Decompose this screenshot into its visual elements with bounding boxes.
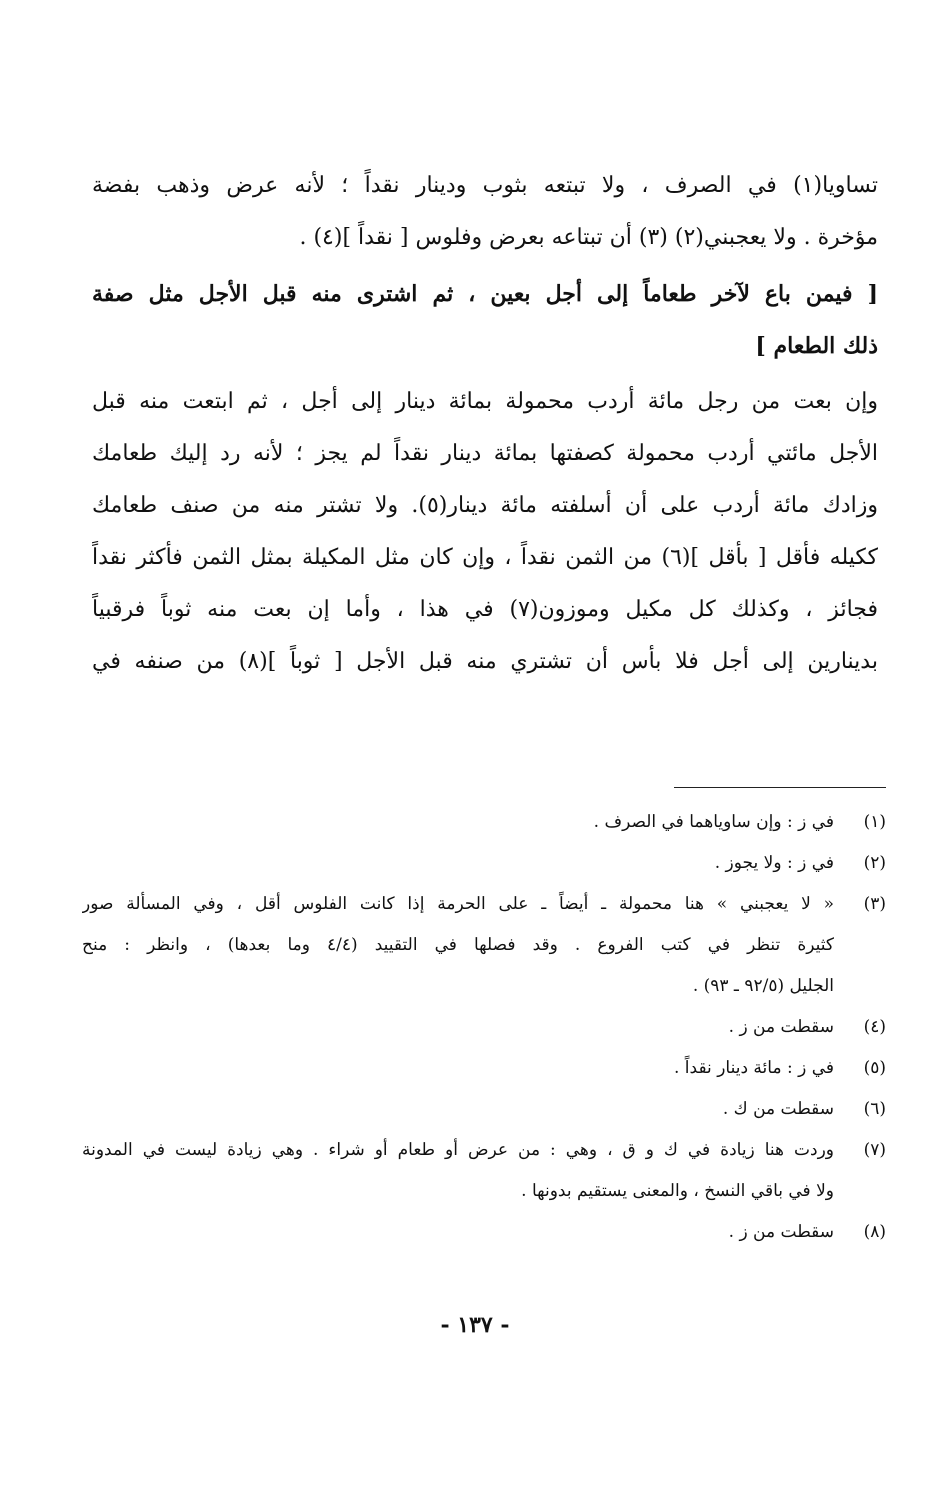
footnote <box>82 1212 886 1253</box>
footnote-number: (٣) <box>863 894 886 914</box>
text-line: مؤخرة . ولا يعجبني(٢) (٣) أن تبتاعه بعرض وفلوس [ نقداً ](٤) . <box>299 225 878 250</box>
footnote-text: في ز : وإن ساوياهما في الصرف . <box>593 812 834 832</box>
heading-line: [ فيمن باع لآخر طعاماً إلى أجل بعين ، ثم اشترى منه قبل الأجل مثل صفة <box>92 281 878 307</box>
footnote <box>82 1007 886 1048</box>
footnote-number: (٧) <box>863 1140 886 1160</box>
text-line: الأجل مائتي أردب محمولة كصفتها بمائة دينار نقداً لم يجز ؛ لأنه رد إليك طعامك <box>92 441 878 466</box>
footnote-text: في ز : ولا يجوز . <box>714 853 834 873</box>
text-line: وإن بعت من رجل مائة أردب محمولة بمائة دينار إلى أجل ، ثم ابتعت منه قبل <box>92 389 878 414</box>
text-line: بدينارين إلى أجل فلا بأس أن تشتري منه قبل الأجل [ ثوباً ](٨) من صنفه في <box>92 649 878 674</box>
footnote <box>82 1130 886 1212</box>
footnote-number: (٨) <box>863 1222 886 1242</box>
footnote-number: (٥) <box>863 1058 886 1078</box>
main-text <box>92 160 878 692</box>
section-heading <box>92 268 878 372</box>
footnote <box>82 884 886 1007</box>
footnote <box>82 1089 886 1130</box>
footnote-number: (٦) <box>863 1099 886 1119</box>
footnote-text: وردت هنا زيادة في ك و ق ، وهي : من عرض أو طعام أو شراء . وهي زيادة ليست في المدونة <box>82 1140 834 1160</box>
text-line: فجائز ، وكذلك كل مكيل وموزون(٧) في هذا ، وأما إن بعت منه ثوباً فرقبياً <box>92 597 878 622</box>
footnote-number: (٤) <box>863 1017 886 1037</box>
heading-line: ذلك الطعام ] <box>755 333 878 359</box>
footnote-text: كثيرة تنظر في كتب الفروع . وقد فصلها في التقييد (٤/٤ وما بعدها) ، وانظر : منح <box>82 935 834 955</box>
text-line: تساويا(١) في الصرف ، ولا تبتعه بثوب ودينار نقداً ؛ لأنه عرض وذهب بفضة <box>92 173 878 198</box>
footnote <box>82 802 886 843</box>
footnote-text: سقطت من ك . <box>722 1099 834 1119</box>
footnote-number: (١) <box>863 812 886 832</box>
text-line: ككيله فأقل [ بأقل ](٦) من الثمن نقداً ، وإن كان مثل المكيلة بمثل الثمن فأكثر نقداً <box>92 545 878 570</box>
page-number: - ١٣٧ - <box>440 1312 510 1338</box>
footnote-text: سقطت من ز . <box>728 1017 834 1037</box>
paragraph-continuation <box>92 160 878 264</box>
text-line: وزادك مائة أردب على أن أسلفته مائة دينار(٥). ولا تشتر منه من صنف طعامك <box>92 493 878 518</box>
footnote-text: سقطت من ز . <box>728 1222 834 1242</box>
footnote-number: (٢) <box>863 853 886 873</box>
footnote-text: في ز : مائة دينار نقداً . <box>674 1058 834 1078</box>
footnotes <box>82 802 886 1253</box>
footnote <box>82 843 886 884</box>
footnote-text: « لا يعجبني » هنا محمولة ـ أيضاً ـ على الحرمة إذا كانت الفلوس أقل ، وفي المسألة صور <box>82 894 834 914</box>
footnote <box>82 1048 886 1089</box>
footnote-text: الجليل (٩٢/٥ ـ ٩٣) . <box>692 976 834 996</box>
paragraph-body <box>92 376 878 688</box>
footnote-separator <box>674 787 886 788</box>
footnote-text: ولا في باقي النسخ ، والمعنى يستقيم بدونها . <box>521 1181 834 1201</box>
